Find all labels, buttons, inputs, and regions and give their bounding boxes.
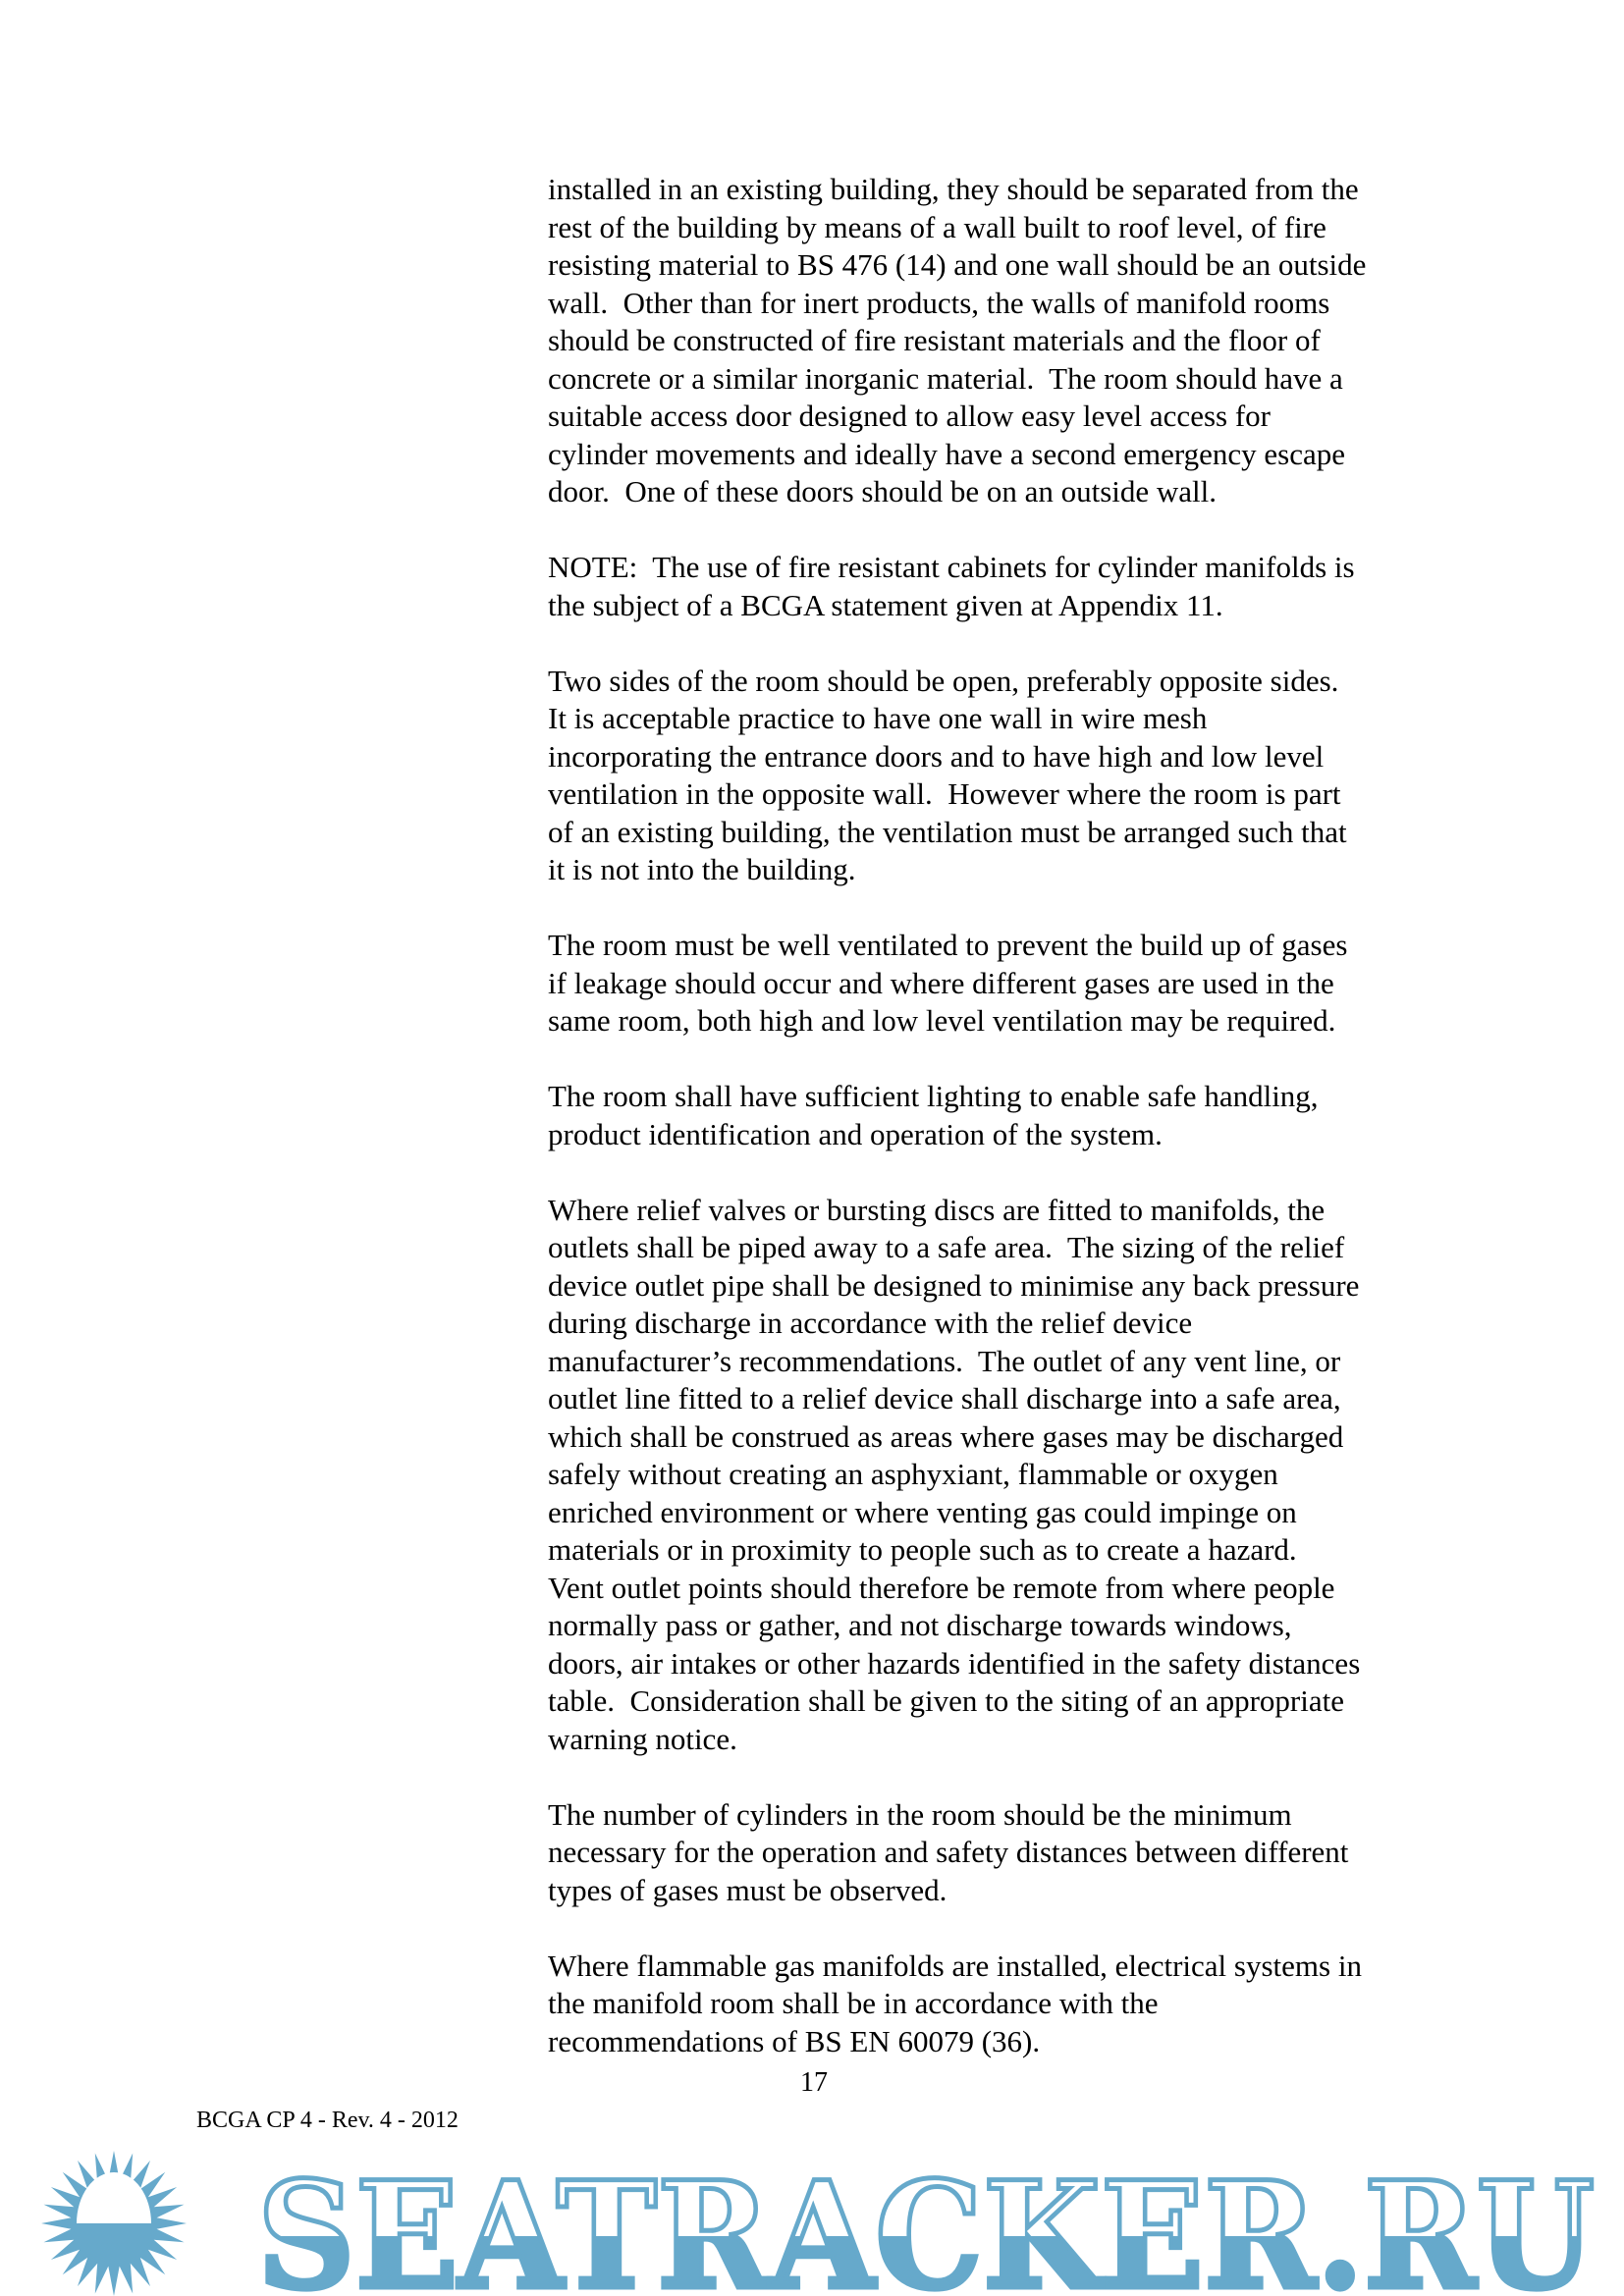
text-line: materials or in proximity to people such as to create a hazard. bbox=[548, 1532, 1297, 1567]
text-line: Where flammable gas manifolds are installed, electrical systems in bbox=[548, 1948, 1362, 1983]
text-line: device outlet pipe shall be designed to minimise any back pressure bbox=[548, 1267, 1360, 1303]
paragraph bbox=[548, 1078, 1530, 1153]
text-line: resisting material to BS 476 (14) and one wall should be an outside bbox=[548, 247, 1367, 282]
page-number: 17 bbox=[800, 2067, 828, 2098]
watermark bbox=[0, 2150, 1624, 2296]
paragraph bbox=[548, 549, 1530, 624]
footer-document-reference: BCGA CP 4 - Rev. 4 - 2012 bbox=[196, 2108, 459, 2133]
text-line: It is acceptable practice to have one wall in wire mesh bbox=[548, 701, 1208, 735]
text-line: manufacturer’s recommendations. The outlet of any vent line, or bbox=[548, 1343, 1341, 1378]
text-line: door. One of these doors should be on an outside wall. bbox=[548, 474, 1218, 508]
text-line: ventilation in the opposite wall. However where the room is part bbox=[548, 776, 1341, 811]
text-line: concrete or a similar inorganic material. The room should have a bbox=[548, 360, 1343, 396]
paragraph bbox=[548, 1192, 1530, 1759]
text-line: table. Consideration shall be given to the siting of an appropriate bbox=[548, 1683, 1344, 1718]
text-line: same room, both high and low level ventilation may be required. bbox=[548, 1003, 1336, 1038]
text-line: warning notice. bbox=[548, 1721, 737, 1756]
text-line: incorporating the entrance doors and to have high and low level bbox=[548, 738, 1325, 774]
text-line: cylinder movements and ideally have a second emergency escape bbox=[548, 436, 1345, 471]
text-line: which shall be construed as areas where gases may be discharged bbox=[548, 1418, 1344, 1454]
text-line: necessary for the operation and safety distances between different bbox=[548, 1835, 1349, 1869]
text-line: should be constructed of fire resistant materials and the floor of bbox=[548, 323, 1321, 357]
text-line: types of gases must be observed. bbox=[548, 1872, 947, 1907]
text-line: product identification and operation of the system. bbox=[548, 1116, 1163, 1151]
text-line: The room shall have sufficient lighting to enable safe handling, bbox=[548, 1079, 1319, 1113]
sun-logo-icon bbox=[41, 2151, 187, 2296]
text-line: outlets shall be piped away to a safe area. The sizing of the relief bbox=[548, 1230, 1345, 1264]
paragraph bbox=[548, 927, 1530, 1041]
text-line: wall. Other than for inert products, the walls of manifold rooms bbox=[548, 285, 1330, 320]
text-line: installed in an existing building, they should be separated from the bbox=[548, 172, 1359, 206]
text-line: it is not into the building. bbox=[548, 852, 856, 886]
watermark-text: SEATRACKER.RU bbox=[257, 2150, 1595, 2296]
text-line: The number of cylinders in the room should be the minimum bbox=[548, 1796, 1292, 1832]
text-line: normally pass or gather, and not discharge towards windows, bbox=[548, 1608, 1292, 1642]
text-line: safely without creating an asphyxiant, flammable or oxygen bbox=[548, 1457, 1278, 1491]
text-line: rest of the building by means of a wall built to roof level, of fire bbox=[548, 209, 1326, 244]
text-line: The room must be well ventilated to prevent the build up of gases bbox=[548, 928, 1348, 962]
text-line: enriched environment or where venting gas could impinge on bbox=[548, 1494, 1297, 1529]
text-line: NOTE: The use of fire resistant cabinets for cylinder manifolds is bbox=[548, 550, 1355, 584]
paragraph bbox=[548, 1948, 1530, 2061]
paragraph bbox=[548, 171, 1530, 511]
text-line: outlet line fitted to a relief device shall discharge into a safe area, bbox=[548, 1381, 1341, 1415]
document-body bbox=[548, 171, 1530, 2099]
text-line: Vent outlet points should therefore be remote from where people bbox=[548, 1570, 1335, 1605]
text-line: Two sides of the room should be open, preferably opposite sides. bbox=[548, 663, 1339, 698]
text-line: if leakage should occur and where different gases are used in the bbox=[548, 965, 1334, 1000]
text-line: suitable access door designed to allow easy level access for bbox=[548, 399, 1271, 433]
text-line: the manifold room shall be in accordance with the bbox=[548, 1986, 1159, 2020]
text-line: during discharge in accordance with the relief device bbox=[548, 1306, 1193, 1340]
text-line: doors, air intakes or other hazards identified in the safety distances bbox=[548, 1645, 1361, 1681]
paragraph bbox=[548, 1796, 1530, 1910]
text-line: the subject of a BCGA statement given at Appendix 11. bbox=[548, 587, 1223, 622]
text-line: Where relief valves or bursting discs are fitted to manifolds, the bbox=[548, 1192, 1326, 1227]
text-line: recommendations of BS EN 60079 (36). bbox=[548, 2023, 1041, 2058]
text-line: of an existing building, the ventilation must be arranged such that bbox=[548, 814, 1347, 849]
paragraph bbox=[548, 663, 1530, 889]
